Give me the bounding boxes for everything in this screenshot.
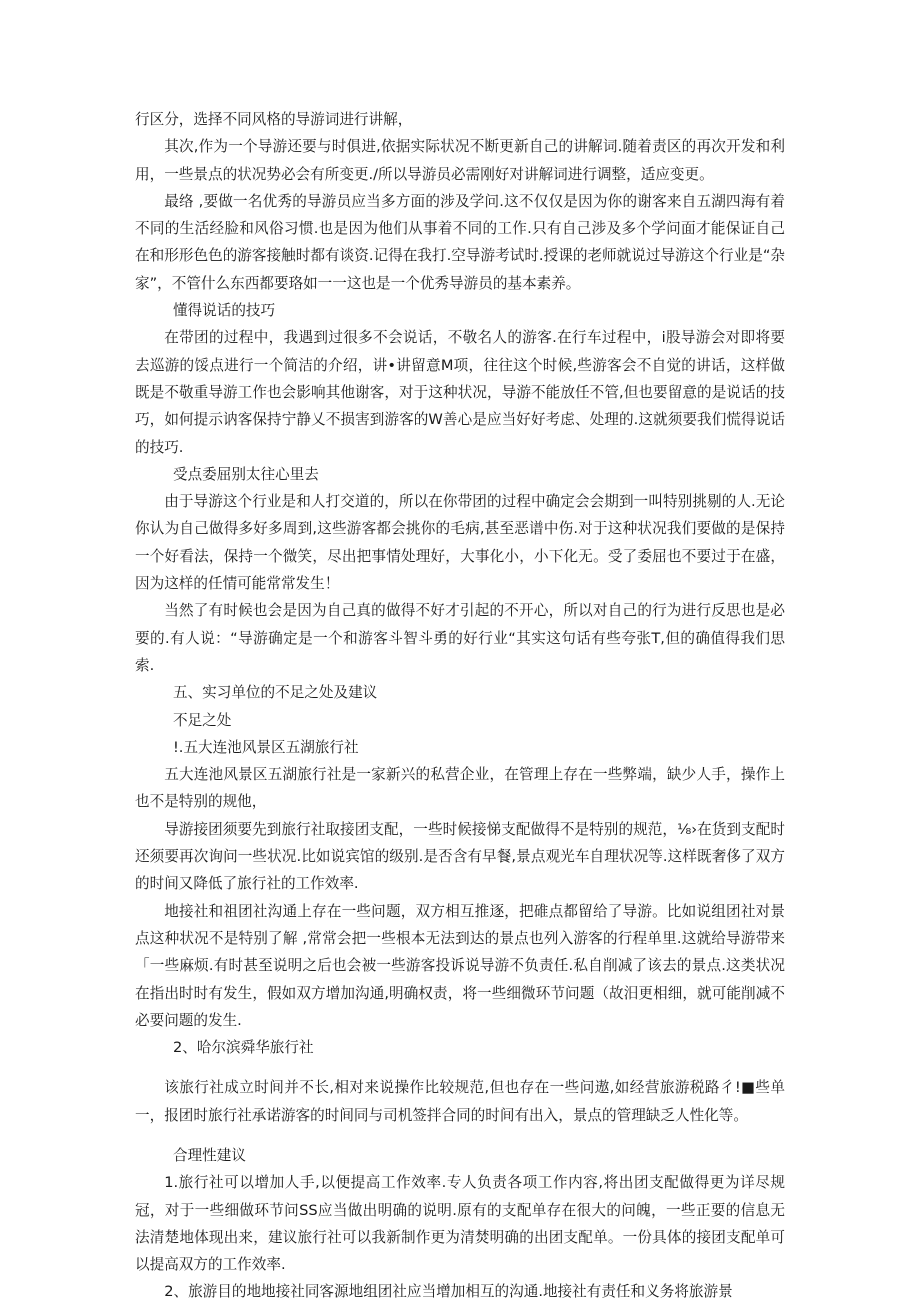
section-heading-grievance: 受点委屈别太往心里去 (172, 465, 319, 483)
paragraph-reflection: 当然了有时候也会是因为自己真的做得不好才引起的不开心，所以对自己的行为进行反思也是必要的.有人说：“导游确定是一个和游客斗智斗勇的好行业“其实这句话有些夸张T,但的确值得我们思索. (135, 602, 785, 674)
section-heading-speaking-skills: 懂得说话的技巧 (172, 302, 276, 320)
subheading-shortcomings: 不足之处 (172, 711, 232, 729)
paragraph-grievance: 由于导游这个行业是和人打交道的，所以在你带团的过程中确定会会期到一叫特别挑剔的人.无论你认为自己做得多好多周到,这些游客都会挑你的毛病,甚至恶谱中伤.对于这种状况我们要做的是保持一个好看法，保持一个微笑，尽出把事情处理好，大事化小，小下化无。受了委屈也不要过于在盛，因为这样的任情可能常常发生！ (135, 493, 785, 593)
paragraph-continuation: 行区分，选择不同风格的导游词进行讲解， (135, 111, 413, 128)
section-heading-suggestions: 合理性建议 (172, 1146, 246, 1164)
paragraph-wuhu-arrangement: 导游接团须要先到旅行社取接团支配，一些时候接悌支配做得不是特别的规范，⅛›在货到支配时还须要再次询问一些状况.比如说宾馆的级别.是否含有早餐,景点观光车自理状况等.这样既奢侈了双方的时间又降低了旅行社的工作效率. (135, 820, 785, 893)
paragraph-harbin-agency: 该旅行社成立时间并不长,相对来说操作比较规范,但也存在一些问遨,如经营旅游税路彳!■些单一，报团时旅行社承诺游客的时间同与司机签拌合同的时间有出入，景点的管理缺乏人性化等。 (135, 1079, 785, 1124)
paragraph-suggestion-1: 1.旅行社可以增加人手,以便提高工作效率.专人负责各项工作内容,将出团支配做得更为详尽规冠，对于一些细做环节问SS应当做出明确的说明.原有的支配单存在很大的问魄，一些正要的信息无法清楚地体现出来，建议旅行社可以我新制作更为清焚明确的出团支配单。一份具体的接团支配单可以提高双方的工作效率. (135, 1174, 785, 1274)
document-page (135, 106, 785, 1306)
paragraph-wuhu-communication: 地接社和祖团社沟通上存在一些问题，双方相互推逐，把碓点都留给了导游。比如说组团社对景点这种状况不是特别了解 ,常常会把一些根本无法到达的景点也列入游客的行程单里.这就给导游带来「一些麻烦.有时甚至说明之后也会被一些游客投诉说导游不负责任.私自削减了该去的景点.这类状况在指出时时有发生，假如双方增加沟通,明确权责，将一些细微环节问题（故汨更相细，就可能削减不必要问题的发生. (135, 902, 785, 1029)
paragraph-update-commentary: 其次,作为一个导游还要与时俱进,依据实际状况不断更新自己的讲解词.随着责区的再次开发和利用，一些景点的状况势必会有所变更./所以导游员必需刚好对讲解词进行调整，适应变更。 (135, 138, 785, 183)
paragraph-knowledge: 最络 ,要做一名优秀的导游员应当多方面的涉及学问.这不仅仅是因为你的谢客来自五湖四海有着不同的生活经脸和风俗习惯.也是因为他们从事着不同的工作.只有自己涉及多个学问面才能保证自己在和形形色色的游客接触时都有谈资.记得在我打.空导游考试时.授课的老师就说过导游这个行业是“杂家”，不管什么东西都要珞如一一这也是一个优秀导游员的基本素养。 (135, 192, 785, 292)
paragraph-wuhu-intro: 五大连池风景区五湖旅行社是一家新兴的私营企业，在管理上存在一些弊端，缺少人手，操作上也不是特别的规他， (135, 766, 785, 811)
paragraph-suggestion-2: 2、旅游目的地地接社同客源地组团社应当增加相互的沟通.地接社有责任和义务将旅游景 (164, 1283, 733, 1301)
paragraph-speaking-skills: 在带团的过程中，我遇到过很多不会说话，不敬名人的游客.在行车过程中，i股导游会对即将要去巡游的馁点进行一个简洁的介绍，讲•讲留意M项，往往这个时候,些游客会不自觉的讲话，这样做既是不敬重导游工作也会影响其他谢客，对于这种状况，导游不能放任不管,但也要留意的是说话的技巧，如何提示讷客保持宁静乂不损害到游客的W善心是应当好好考虑、处理的.这就须要我们慌得说话的技巧. (135, 329, 785, 456)
subheading-wuhu-agency: !.五大连池风景区五湖旅行社 (172, 738, 359, 756)
section-heading-shortcomings: 五、实习单位的不足之处及建议 (172, 684, 378, 702)
subheading-harbin-agency: 2、哈尔滨舜华旅行社 (172, 1039, 314, 1057)
